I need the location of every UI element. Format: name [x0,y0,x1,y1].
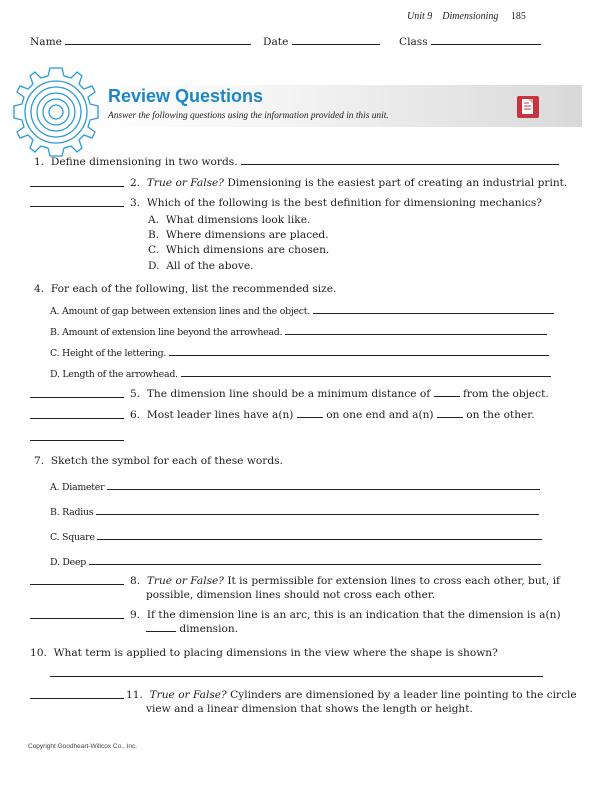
q4-part-text: D. Length of the arrowhead. [50,369,178,380]
q4-part-b [50,324,547,339]
header-unit: Unit 9 [407,11,433,22]
q8-text: It is permissible for extension lines to cross each other, but, if [227,575,560,587]
page-number: 185 [510,11,526,22]
q7-text: Sketch the symbol for each of these words. [50,455,283,467]
q6-number: 6. [130,409,141,421]
q3-option-letter: D. [148,260,160,272]
section-instruction: Answer the following questions using the information provided in this unit. [108,111,389,121]
q6-text-c: on the other. [466,409,535,421]
q4-part-b-line[interactable] [285,324,547,335]
q9-number: 9. [130,609,141,621]
q7-part-d [50,554,541,569]
q3-option-b [148,228,329,242]
q6-text-a: Most leader lines have a(n) [146,409,294,421]
q4-part-text: B. Amount of extension line beyond the arrowhead. [50,327,283,338]
q6-inline-blank-2[interactable] [437,408,463,418]
name-label: Name [30,36,62,48]
q7-part-d-line[interactable] [89,554,541,565]
q7-part-text: D. Deep [50,557,87,568]
q11-number: 11. [126,689,143,701]
date-label: Date [263,36,289,48]
q4-part-c [50,345,549,360]
name-field [30,34,251,49]
q3-option-letter: B. [148,229,160,241]
q3-option-text: All of the above. [166,260,254,272]
q7-part-text: C. Square [50,532,95,543]
question-6 [130,408,535,422]
q7-part-c [50,529,542,544]
q11-prefix: True or False? [149,689,227,701]
q6-text-b: on one end and a(n) [326,409,434,421]
q3-option-letter: C. [148,244,160,256]
question-1 [34,154,559,169]
q6-inline-blank-1[interactable] [297,408,323,418]
q4-part-text: C. Height of the lettering. [50,348,167,359]
q3-answer-line[interactable] [30,196,124,207]
q7-part-a-line[interactable] [107,479,540,490]
q5-answer-line[interactable] [30,387,124,398]
name-line[interactable] [65,34,251,45]
q5-number: 5. [130,388,141,400]
q2-answer-line[interactable] [30,176,124,187]
q2-prefix: True or False? [146,177,224,189]
date-field [263,34,380,49]
header-topic: Dimensioning [442,11,499,22]
q7-part-a [50,479,540,494]
section-title: Review Questions [108,86,264,106]
q8-text-line2: possible, dimension lines should not cross each other. [146,589,436,601]
q9-inline-blank[interactable] [146,622,176,632]
q7-part-b [50,504,539,519]
q4-part-a [50,303,554,318]
q8-answer-line[interactable] [30,574,124,585]
q3-option-d [148,259,254,273]
q9-line2 [146,622,238,636]
q3-option-text: Which dimensions are chosen. [165,244,330,256]
q1-number: 1. [34,156,45,168]
copyright: Copyright Goodheart-Willcox Co., Inc. [28,743,138,750]
running-header [407,10,526,24]
q10-answer-line[interactable] [50,666,543,677]
q11-answer-line[interactable] [30,688,124,699]
q4-part-a-line[interactable] [313,303,554,314]
question-2 [130,176,567,190]
q1-answer-line[interactable] [241,154,559,165]
q3-option-letter: A. [148,214,160,226]
date-line[interactable] [292,34,380,45]
class-field [399,34,541,49]
q9-answer-line[interactable] [30,608,124,619]
q4-text: For each of the following, list the recommended size. [50,283,337,295]
question-11 [126,688,577,702]
question-7 [34,454,283,468]
question-5 [130,387,549,401]
q7-part-b-line[interactable] [96,504,539,515]
q10-number: 10. [30,647,47,659]
q3-text: Which of the following is the best definition for dimensioning mechanics? [146,197,542,209]
q3-option-c [148,243,329,257]
worksheet-icon [516,95,540,119]
q9-text: If the dimension line is an arc, this is an indication that the dimension is a(n) [146,609,561,621]
q11-text-line2: view and a linear dimension that shows the length or height. [146,703,473,715]
question-3 [130,196,542,210]
q4-number: 4. [34,283,45,295]
q3-number: 3. [130,197,141,209]
q9-text-line2: dimension. [179,623,239,635]
q7-number: 7. [34,455,45,467]
q5-text-b: from the object. [462,388,549,400]
q7-part-c-line[interactable] [97,529,542,540]
q2-text: Dimensioning is the easiest part of creating an industrial print. [227,177,568,189]
q7-part-text: B. Radius [50,507,94,518]
q10-text: What term is applied to placing dimensions in the view where the shape is shown? [53,647,498,659]
question-10 [30,646,498,660]
question-9 [130,608,561,622]
class-label: Class [399,36,428,48]
q2-number: 2. [130,177,141,189]
gear-icon [6,62,106,162]
q3-option-text: Where dimensions are placed. [165,229,329,241]
q5-inline-blank[interactable] [434,387,460,397]
q11-text: Cylinders are dimensioned by a leader line pointing to the circle [230,689,577,701]
q4-part-text: A. Amount of gap between extension lines and the object. [50,306,311,317]
q6-answer-line-2[interactable] [30,430,124,441]
q3-option-a [148,213,310,227]
q6-answer-line-1[interactable] [30,408,124,419]
q1-text: Define dimensioning in two words. [50,156,238,168]
question-8 [130,574,560,588]
q5-text-a: The dimension line should be a minimum distance of [146,388,431,400]
q4-part-d [50,366,551,381]
q4-part-d-line[interactable] [181,366,551,377]
q8-number: 8. [130,575,141,587]
q3-option-text: What dimensions look like. [165,214,311,226]
q7-part-text: A. Diameter [50,482,105,493]
q8-prefix: True or False? [146,575,224,587]
question-4 [34,282,336,296]
q4-part-c-line[interactable] [169,345,549,356]
class-line[interactable] [431,34,541,45]
